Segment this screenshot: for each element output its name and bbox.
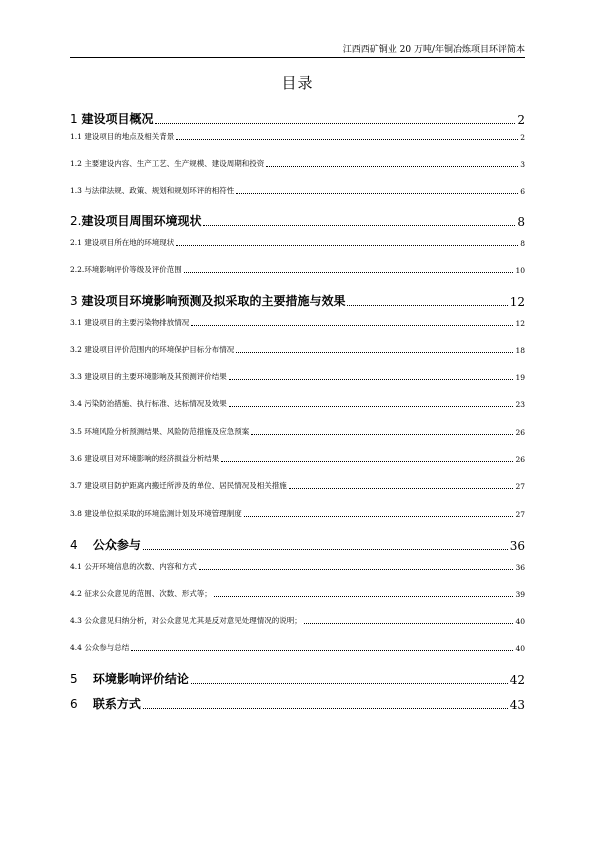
toc-entry-page: 2 [520, 133, 525, 142]
toc-entry-page: 26 [515, 455, 525, 464]
toc-entry-number: 1.1 [70, 132, 85, 141]
toc-leader [176, 244, 518, 246]
header-text: 江西西矿铜业 20 万吨/年铜冶炼项目环评简本 [342, 45, 525, 55]
toc-entry-text: 环境影响评价结论 [92, 672, 189, 686]
toc-entry-label [70, 561, 197, 572]
toc-entry-page: 18 [515, 346, 525, 355]
toc-entry-text: 与法律法规、政策、规划和规划环评的相符性 [84, 186, 235, 195]
toc-leader [304, 622, 514, 624]
toc-entry-label [70, 158, 264, 169]
toc-entry-text: 环境影响评价等级及评价范围 [84, 265, 182, 274]
toc-entry-page: 10 [515, 266, 525, 275]
toc-leader [251, 433, 513, 435]
toc-entry-label [70, 317, 189, 328]
header-rule [70, 57, 525, 58]
toc-leader [131, 649, 513, 651]
toc-leader [266, 165, 518, 167]
toc-entry[interactable] [70, 212, 525, 229]
toc-entry-text: 建设单位拟采取的环境监测计划及环境管理制度 [84, 509, 242, 518]
toc-entry-text: 建设项目防护距离内搬迁所涉及的单位、居民情况及相关措施 [84, 481, 287, 490]
toc-entry-number: 3.5 [70, 427, 85, 436]
toc-leader [191, 682, 508, 684]
toc-entry-label [70, 615, 302, 626]
toc-leader [347, 304, 507, 306]
toc-entry[interactable] [70, 695, 525, 712]
toc-entry[interactable] [70, 131, 525, 142]
toc-entry-page: 27 [515, 510, 525, 519]
toc-entry-number: 4.2 [70, 589, 85, 598]
toc-entry-label [70, 670, 189, 687]
toc-entry-number: 6 [70, 697, 93, 711]
toc-entry-page: 3 [520, 160, 525, 169]
toc-entry[interactable] [70, 588, 525, 599]
toc-leader [221, 460, 513, 462]
toc-entry-number: 1.2 [70, 159, 85, 168]
toc-entry-label [70, 292, 345, 309]
toc-entry-number: 4.3 [70, 616, 85, 625]
toc-entry-page: 36 [509, 539, 525, 553]
toc-entry[interactable] [70, 561, 525, 572]
toc-entry-text: 建设项目对环境影响的经济损益分析结果 [84, 454, 220, 463]
toc-entry-page: 6 [520, 187, 525, 196]
toc-entry-label [70, 426, 249, 437]
toc-entry[interactable] [70, 453, 525, 464]
toc-entry-page: 12 [515, 319, 525, 328]
page-header [0, 0, 595, 60]
toc-entry[interactable] [70, 536, 525, 553]
toc-entry-label [70, 588, 212, 599]
toc-entry[interactable] [70, 508, 525, 519]
toc-entry-page: 8 [520, 239, 525, 248]
toc-entry-label [70, 110, 153, 127]
toc-entry-number: 3.2 [70, 345, 85, 354]
toc-leader [143, 548, 508, 550]
toc-entry-page: 40 [515, 644, 525, 653]
toc-leader [143, 707, 508, 709]
toc-entry-number: 2.2. [70, 265, 85, 274]
toc-entry[interactable] [70, 426, 525, 437]
toc-entry[interactable] [70, 344, 525, 355]
toc-entry-label [70, 536, 141, 553]
toc-entry-number: 2. [70, 214, 82, 228]
toc-entry-number: 3.7 [70, 481, 85, 490]
toc-entry-text: 公众参与总结 [84, 643, 130, 652]
toc-entry-label [70, 453, 219, 464]
toc-entry-label [70, 642, 129, 653]
toc-leader [289, 487, 514, 489]
toc-leader [184, 271, 514, 273]
toc-entry[interactable] [70, 292, 525, 309]
toc-entry[interactable] [70, 670, 525, 687]
toc-entry[interactable] [70, 615, 525, 626]
toc-entry-text: 建设项目所在地的环境现状 [84, 238, 175, 247]
toc-entry-text: 主要建设内容、生产工艺、生产规模、建设周期和投资 [84, 159, 265, 168]
toc-entry-label [70, 695, 141, 712]
toc-entry-label [70, 480, 287, 491]
toc-entry[interactable] [70, 398, 525, 409]
toc-entry[interactable] [70, 158, 525, 169]
toc-entry[interactable] [70, 480, 525, 491]
toc-entry-number: 4 [70, 538, 93, 552]
toc-entry-text: 建设项目环境影响预测及拟采取的主要措施与效果 [81, 294, 346, 308]
toc-entry-number: 3.6 [70, 454, 85, 463]
toc-entry-number: 4.1 [70, 562, 85, 571]
toc-entry-text: 联系方式 [92, 697, 141, 711]
toc-entry-label [70, 264, 182, 275]
toc-entry-page: 39 [515, 590, 525, 599]
toc-entry-number: 2.1 [70, 238, 85, 247]
toc-entry-text: 公开环境信息的次数、内容和方式 [84, 562, 197, 571]
toc-entry-number: 1 [70, 112, 82, 126]
toc-entry-label [70, 344, 234, 355]
toc-entry-page: 42 [509, 673, 525, 687]
toc-leader [155, 122, 515, 124]
toc-entry-text: 公众意见归纳分析，对公众意见尤其是反对意见处理情况的说明； [84, 616, 302, 625]
toc-entry-page: 19 [515, 373, 525, 382]
toc-entry-page: 26 [515, 428, 525, 437]
toc-entry-text: 建设项目评价范围内的环境保护目标分布情况 [84, 345, 235, 354]
toc-entry-number: 4.4 [70, 643, 85, 652]
toc-leader [203, 224, 515, 226]
toc-entry-number: 1.3 [70, 186, 85, 195]
toc-entry-page: 8 [517, 215, 525, 229]
toc-leader [236, 192, 518, 194]
toc-entry-page: 40 [515, 617, 525, 626]
toc-entry[interactable] [70, 185, 525, 196]
toc-entry-number: 5 [70, 672, 93, 686]
toc-entry-label [70, 212, 201, 229]
toc-entry-page: 2 [517, 113, 525, 127]
toc-entry-number: 3 [70, 294, 82, 308]
toc-entry-number: 3.4 [70, 399, 85, 408]
toc-entry-number: 3.1 [70, 318, 85, 327]
toc-entry-page: 27 [515, 482, 525, 491]
toc-leader [236, 351, 513, 353]
toc-entry[interactable] [70, 642, 525, 653]
toc-entry-text: 公众参与 [92, 538, 141, 552]
toc-leader [199, 568, 514, 570]
toc-entry-text: 建设项目的主要污染物排放情况 [84, 318, 190, 327]
toc-entry-number: 3.3 [70, 372, 85, 381]
toc-entry-label [70, 508, 242, 519]
toc-entry-page: 36 [515, 563, 525, 572]
toc-leader [214, 595, 514, 597]
toc-entry-text: 污染防治措施、执行标准、达标情况及效果 [84, 399, 227, 408]
toc-leader [191, 324, 513, 326]
toc-entry-page: 23 [515, 400, 525, 409]
toc-entry-label [70, 237, 174, 248]
toc-entry-page: 43 [509, 698, 525, 712]
toc-entry-text: 建设项目的主要环境影响及其预测评价结果 [84, 372, 227, 381]
toc-entry[interactable] [70, 264, 525, 275]
toc-entry-label [70, 371, 227, 382]
toc-entry-number: 3.8 [70, 509, 85, 518]
toc-entry[interactable] [70, 317, 525, 328]
toc-entry-text: 建设项目的地点及相关背景 [84, 132, 175, 141]
toc-leader [176, 138, 518, 140]
toc-entry-label [70, 398, 227, 409]
toc-entry-text: 建设项目概况 [81, 112, 154, 126]
toc-entry-page: 12 [509, 295, 525, 309]
toc-entry[interactable] [70, 110, 525, 127]
toc-entry-label [70, 131, 174, 142]
page-title: 目录 [281, 74, 314, 92]
toc-entry-text: 建设项目周围环境现状 [81, 214, 202, 228]
toc-entry-label [70, 185, 234, 196]
toc-entry-text: 征求公众意见的范围、次数、形式等； [84, 589, 212, 598]
toc-leader [244, 515, 514, 517]
toc-entry[interactable] [70, 371, 525, 382]
toc-leader [229, 405, 514, 407]
toc-entry-text: 环境风险分析预测结果、风险防范措施及应急预案 [84, 427, 250, 436]
toc-leader [229, 378, 514, 380]
toc-entry[interactable] [70, 237, 525, 248]
